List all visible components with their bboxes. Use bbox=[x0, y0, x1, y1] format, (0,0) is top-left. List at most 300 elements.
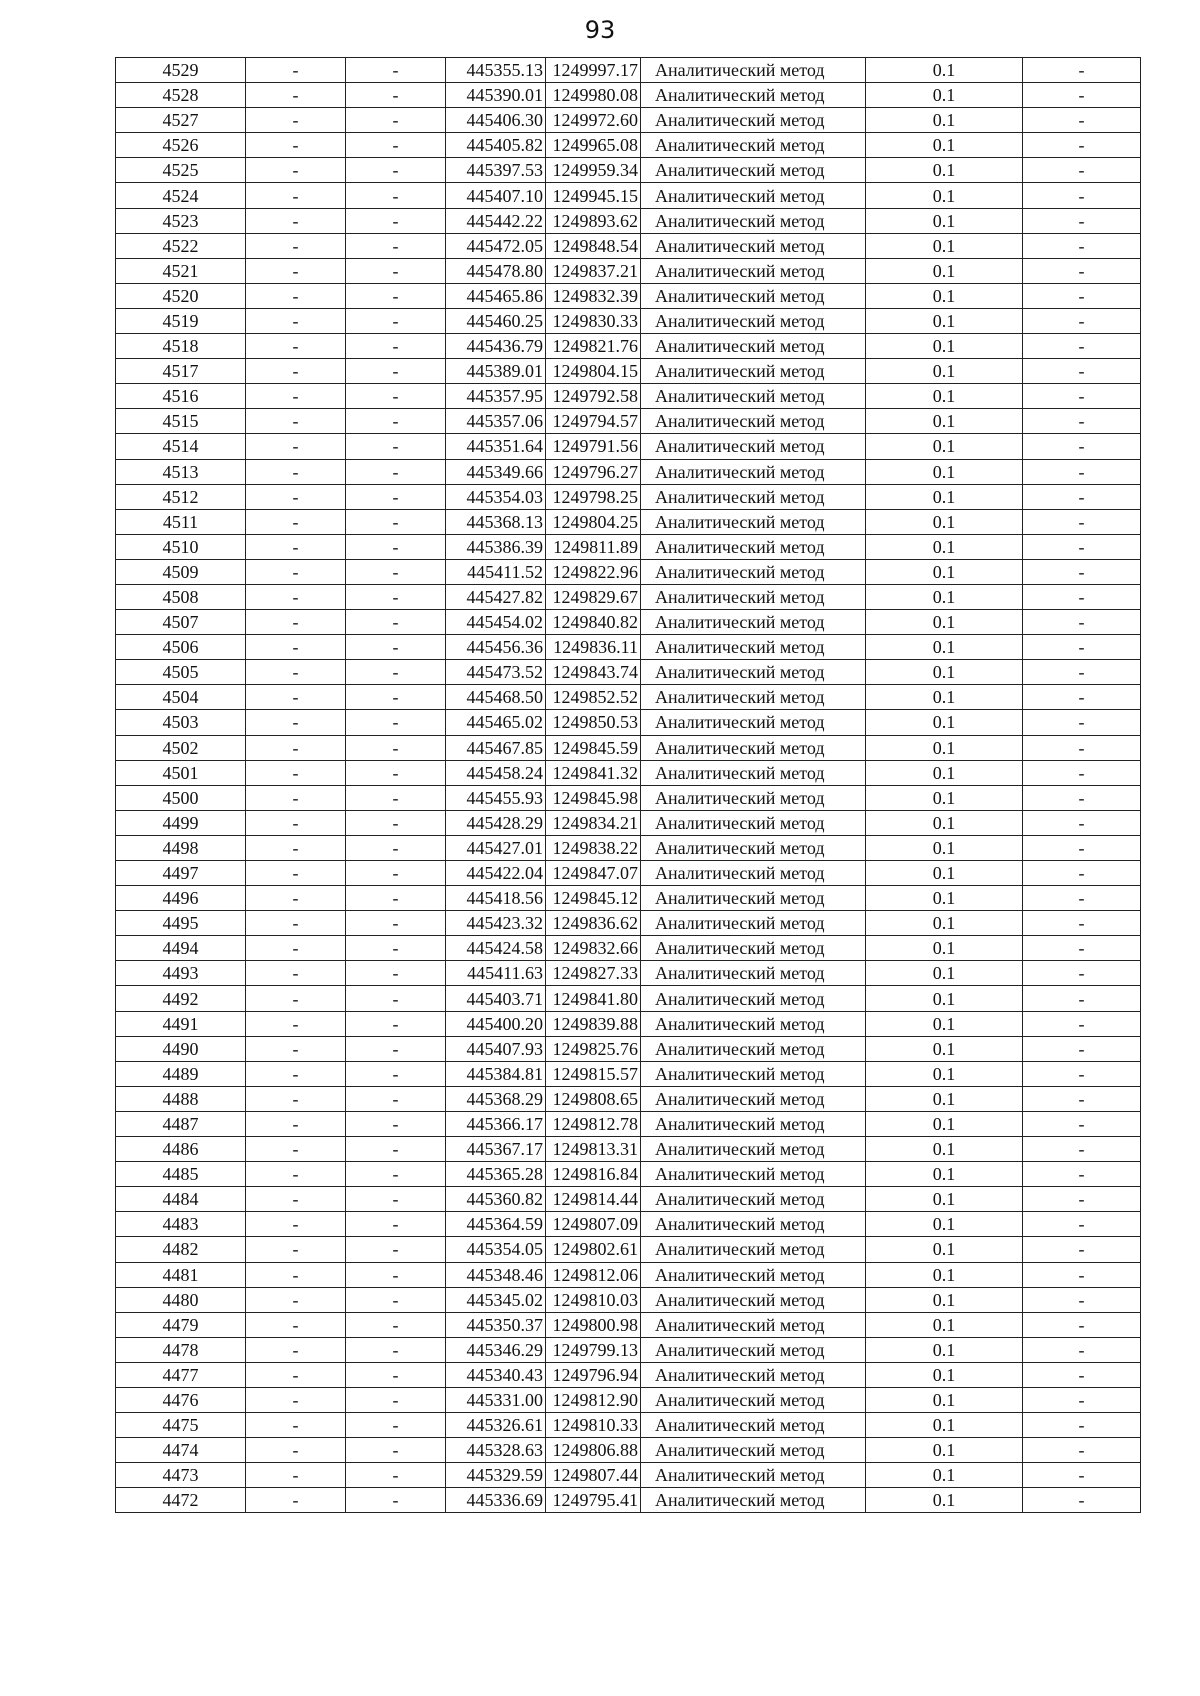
accuracy-cell: 0.1 bbox=[866, 233, 1023, 258]
table-row bbox=[116, 108, 1141, 133]
method-cell: Аналитический метод bbox=[641, 484, 866, 509]
x-coordinate-cell: 445442.22 bbox=[446, 208, 546, 233]
table-row bbox=[116, 760, 1141, 785]
y-coordinate-cell: 1249841.80 bbox=[546, 986, 641, 1011]
accuracy-cell: 0.1 bbox=[866, 1086, 1023, 1111]
point-number-cell: 4523 bbox=[116, 208, 246, 233]
accuracy-cell: 0.1 bbox=[866, 685, 1023, 710]
dash-cell: - bbox=[346, 1438, 446, 1463]
method-cell: Аналитический метод bbox=[641, 886, 866, 911]
method-cell: Аналитический метод bbox=[641, 911, 866, 936]
point-number-cell: 4481 bbox=[116, 1262, 246, 1287]
y-coordinate-cell: 1249836.62 bbox=[546, 911, 641, 936]
dash-cell: - bbox=[246, 584, 346, 609]
x-coordinate-cell: 445407.93 bbox=[446, 1036, 546, 1061]
accuracy-cell: 0.1 bbox=[866, 208, 1023, 233]
dash-cell: - bbox=[1023, 183, 1141, 208]
dash-cell: - bbox=[246, 835, 346, 860]
dash-cell: - bbox=[246, 334, 346, 359]
accuracy-cell: 0.1 bbox=[866, 58, 1023, 83]
dash-cell: - bbox=[346, 183, 446, 208]
dash-cell: - bbox=[346, 258, 446, 283]
method-cell: Аналитический метод bbox=[641, 760, 866, 785]
dash-cell: - bbox=[346, 283, 446, 308]
y-coordinate-cell: 1249893.62 bbox=[546, 208, 641, 233]
y-coordinate-cell: 1249839.88 bbox=[546, 1011, 641, 1036]
dash-cell: - bbox=[1023, 1162, 1141, 1187]
method-cell: Аналитический метод bbox=[641, 861, 866, 886]
point-number-cell: 4483 bbox=[116, 1212, 246, 1237]
accuracy-cell: 0.1 bbox=[866, 1111, 1023, 1136]
dash-cell: - bbox=[346, 1287, 446, 1312]
dash-cell: - bbox=[346, 1362, 446, 1387]
point-number-cell: 4515 bbox=[116, 409, 246, 434]
x-coordinate-cell: 445389.01 bbox=[446, 359, 546, 384]
method-cell: Аналитический метод bbox=[641, 1262, 866, 1287]
dash-cell: - bbox=[346, 1337, 446, 1362]
table-row bbox=[116, 1312, 1141, 1337]
page-number: 93 bbox=[584, 16, 616, 44]
y-coordinate-cell: 1249792.58 bbox=[546, 384, 641, 409]
point-number-cell: 4504 bbox=[116, 685, 246, 710]
dash-cell: - bbox=[346, 208, 446, 233]
dash-cell: - bbox=[246, 1237, 346, 1262]
accuracy-cell: 0.1 bbox=[866, 258, 1023, 283]
x-coordinate-cell: 445397.53 bbox=[446, 158, 546, 183]
method-cell: Аналитический метод bbox=[641, 233, 866, 258]
y-coordinate-cell: 1249810.03 bbox=[546, 1287, 641, 1312]
accuracy-cell: 0.1 bbox=[866, 1061, 1023, 1086]
dash-cell: - bbox=[346, 1137, 446, 1162]
dash-cell: - bbox=[1023, 785, 1141, 810]
point-number-cell: 4477 bbox=[116, 1362, 246, 1387]
dash-cell: - bbox=[246, 760, 346, 785]
dash-cell: - bbox=[346, 108, 446, 133]
table-row bbox=[116, 133, 1141, 158]
dash-cell: - bbox=[246, 58, 346, 83]
point-number-cell: 4513 bbox=[116, 459, 246, 484]
dash-cell: - bbox=[1023, 1488, 1141, 1513]
x-coordinate-cell: 445405.82 bbox=[446, 133, 546, 158]
x-coordinate-cell: 445354.05 bbox=[446, 1237, 546, 1262]
dash-cell: - bbox=[346, 158, 446, 183]
x-coordinate-cell: 445406.30 bbox=[446, 108, 546, 133]
dash-cell: - bbox=[246, 1463, 346, 1488]
method-cell: Аналитический метод bbox=[641, 208, 866, 233]
dash-cell: - bbox=[246, 1262, 346, 1287]
y-coordinate-cell: 1249845.12 bbox=[546, 886, 641, 911]
x-coordinate-cell: 445331.00 bbox=[446, 1387, 546, 1412]
table-row bbox=[116, 986, 1141, 1011]
point-number-cell: 4492 bbox=[116, 986, 246, 1011]
table-row bbox=[116, 434, 1141, 459]
table-row bbox=[116, 409, 1141, 434]
dash-cell: - bbox=[246, 1287, 346, 1312]
x-coordinate-cell: 445460.25 bbox=[446, 308, 546, 333]
method-cell: Аналитический метод bbox=[641, 1387, 866, 1412]
dash-cell: - bbox=[346, 785, 446, 810]
accuracy-cell: 0.1 bbox=[866, 735, 1023, 760]
dash-cell: - bbox=[246, 459, 346, 484]
x-coordinate-cell: 445407.10 bbox=[446, 183, 546, 208]
dash-cell: - bbox=[1023, 735, 1141, 760]
table-row bbox=[116, 936, 1141, 961]
table-row bbox=[116, 660, 1141, 685]
x-coordinate-cell: 445468.50 bbox=[446, 685, 546, 710]
method-cell: Аналитический метод bbox=[641, 133, 866, 158]
accuracy-cell: 0.1 bbox=[866, 308, 1023, 333]
point-number-cell: 4480 bbox=[116, 1287, 246, 1312]
method-cell: Аналитический метод bbox=[641, 158, 866, 183]
point-number-cell: 4520 bbox=[116, 283, 246, 308]
dash-cell: - bbox=[346, 760, 446, 785]
method-cell: Аналитический метод bbox=[641, 1287, 866, 1312]
dash-cell: - bbox=[346, 1036, 446, 1061]
accuracy-cell: 0.1 bbox=[866, 1212, 1023, 1237]
table-row bbox=[116, 1287, 1141, 1312]
table-row bbox=[116, 1137, 1141, 1162]
accuracy-cell: 0.1 bbox=[866, 961, 1023, 986]
dash-cell: - bbox=[246, 1488, 346, 1513]
table-row bbox=[116, 1036, 1141, 1061]
method-cell: Аналитический метод bbox=[641, 1212, 866, 1237]
method-cell: Аналитический метод bbox=[641, 183, 866, 208]
x-coordinate-cell: 445386.39 bbox=[446, 534, 546, 559]
y-coordinate-cell: 1249980.08 bbox=[546, 83, 641, 108]
y-coordinate-cell: 1249838.22 bbox=[546, 835, 641, 860]
y-coordinate-cell: 1249798.25 bbox=[546, 484, 641, 509]
dash-cell: - bbox=[346, 133, 446, 158]
method-cell: Аналитический метод bbox=[641, 710, 866, 735]
dash-cell: - bbox=[346, 1488, 446, 1513]
x-coordinate-cell: 445349.66 bbox=[446, 459, 546, 484]
table-row bbox=[116, 1162, 1141, 1187]
method-cell: Аналитический метод bbox=[641, 459, 866, 484]
accuracy-cell: 0.1 bbox=[866, 409, 1023, 434]
point-number-cell: 4501 bbox=[116, 760, 246, 785]
accuracy-cell: 0.1 bbox=[866, 334, 1023, 359]
table-row bbox=[116, 1488, 1141, 1513]
dash-cell: - bbox=[246, 986, 346, 1011]
x-coordinate-cell: 445357.95 bbox=[446, 384, 546, 409]
accuracy-cell: 0.1 bbox=[866, 1162, 1023, 1187]
dash-cell: - bbox=[346, 1086, 446, 1111]
y-coordinate-cell: 1249800.98 bbox=[546, 1312, 641, 1337]
dash-cell: - bbox=[1023, 459, 1141, 484]
method-cell: Аналитический метод bbox=[641, 559, 866, 584]
coordinates-table bbox=[115, 57, 1141, 1513]
dash-cell: - bbox=[1023, 1287, 1141, 1312]
x-coordinate-cell: 445411.52 bbox=[446, 559, 546, 584]
method-cell: Аналитический метод bbox=[641, 660, 866, 685]
method-cell: Аналитический метод bbox=[641, 1111, 866, 1136]
dash-cell: - bbox=[246, 785, 346, 810]
method-cell: Аналитический метод bbox=[641, 283, 866, 308]
dash-cell: - bbox=[246, 409, 346, 434]
accuracy-cell: 0.1 bbox=[866, 1463, 1023, 1488]
accuracy-cell: 0.1 bbox=[866, 886, 1023, 911]
accuracy-cell: 0.1 bbox=[866, 158, 1023, 183]
method-cell: Аналитический метод bbox=[641, 1438, 866, 1463]
dash-cell: - bbox=[1023, 1262, 1141, 1287]
table-row bbox=[116, 1463, 1141, 1488]
method-cell: Аналитический метод bbox=[641, 58, 866, 83]
method-cell: Аналитический метод bbox=[641, 635, 866, 660]
dash-cell: - bbox=[246, 1036, 346, 1061]
method-cell: Аналитический метод bbox=[641, 1036, 866, 1061]
dash-cell: - bbox=[246, 1061, 346, 1086]
dash-cell: - bbox=[246, 861, 346, 886]
point-number-cell: 4476 bbox=[116, 1387, 246, 1412]
dash-cell: - bbox=[246, 158, 346, 183]
dash-cell: - bbox=[1023, 835, 1141, 860]
accuracy-cell: 0.1 bbox=[866, 1187, 1023, 1212]
dash-cell: - bbox=[1023, 1111, 1141, 1136]
dash-cell: - bbox=[346, 685, 446, 710]
accuracy-cell: 0.1 bbox=[866, 359, 1023, 384]
point-number-cell: 4482 bbox=[116, 1237, 246, 1262]
x-coordinate-cell: 445422.04 bbox=[446, 861, 546, 886]
method-cell: Аналитический метод bbox=[641, 1362, 866, 1387]
x-coordinate-cell: 445354.03 bbox=[446, 484, 546, 509]
dash-cell: - bbox=[246, 685, 346, 710]
y-coordinate-cell: 1249796.27 bbox=[546, 459, 641, 484]
dash-cell: - bbox=[246, 936, 346, 961]
table-row bbox=[116, 610, 1141, 635]
dash-cell: - bbox=[346, 434, 446, 459]
table-row bbox=[116, 1011, 1141, 1036]
accuracy-cell: 0.1 bbox=[866, 760, 1023, 785]
point-number-cell: 4499 bbox=[116, 810, 246, 835]
dash-cell: - bbox=[246, 1387, 346, 1412]
dash-cell: - bbox=[1023, 1387, 1141, 1412]
dash-cell: - bbox=[346, 409, 446, 434]
method-cell: Аналитический метод bbox=[641, 83, 866, 108]
table-row bbox=[116, 911, 1141, 936]
accuracy-cell: 0.1 bbox=[866, 635, 1023, 660]
point-number-cell: 4488 bbox=[116, 1086, 246, 1111]
table-row bbox=[116, 710, 1141, 735]
dash-cell: - bbox=[346, 1111, 446, 1136]
x-coordinate-cell: 445458.24 bbox=[446, 760, 546, 785]
y-coordinate-cell: 1249837.21 bbox=[546, 258, 641, 283]
method-cell: Аналитический метод bbox=[641, 534, 866, 559]
dash-cell: - bbox=[346, 308, 446, 333]
x-coordinate-cell: 445428.29 bbox=[446, 810, 546, 835]
table-row bbox=[116, 58, 1141, 83]
table-row bbox=[116, 484, 1141, 509]
point-number-cell: 4519 bbox=[116, 308, 246, 333]
dash-cell: - bbox=[1023, 509, 1141, 534]
accuracy-cell: 0.1 bbox=[866, 1137, 1023, 1162]
method-cell: Аналитический метод bbox=[641, 359, 866, 384]
dash-cell: - bbox=[346, 534, 446, 559]
table-row bbox=[116, 308, 1141, 333]
y-coordinate-cell: 1249997.17 bbox=[546, 58, 641, 83]
point-number-cell: 4526 bbox=[116, 133, 246, 158]
y-coordinate-cell: 1249802.61 bbox=[546, 1237, 641, 1262]
accuracy-cell: 0.1 bbox=[866, 283, 1023, 308]
dash-cell: - bbox=[1023, 534, 1141, 559]
dash-cell: - bbox=[1023, 610, 1141, 635]
x-coordinate-cell: 445473.52 bbox=[446, 660, 546, 685]
point-number-cell: 4474 bbox=[116, 1438, 246, 1463]
dash-cell: - bbox=[346, 610, 446, 635]
dash-cell: - bbox=[246, 208, 346, 233]
method-cell: Аналитический метод bbox=[641, 685, 866, 710]
method-cell: Аналитический метод bbox=[641, 1061, 866, 1086]
point-number-cell: 4495 bbox=[116, 911, 246, 936]
x-coordinate-cell: 445346.29 bbox=[446, 1337, 546, 1362]
dash-cell: - bbox=[346, 886, 446, 911]
method-cell: Аналитический метод bbox=[641, 735, 866, 760]
y-coordinate-cell: 1249799.13 bbox=[546, 1337, 641, 1362]
dash-cell: - bbox=[1023, 208, 1141, 233]
method-cell: Аналитический метод bbox=[641, 334, 866, 359]
accuracy-cell: 0.1 bbox=[866, 434, 1023, 459]
point-number-cell: 4489 bbox=[116, 1061, 246, 1086]
table-row bbox=[116, 359, 1141, 384]
dash-cell: - bbox=[1023, 1036, 1141, 1061]
accuracy-cell: 0.1 bbox=[866, 1237, 1023, 1262]
accuracy-cell: 0.1 bbox=[866, 660, 1023, 685]
dash-cell: - bbox=[346, 1187, 446, 1212]
dash-cell: - bbox=[1023, 1137, 1141, 1162]
dash-cell: - bbox=[346, 911, 446, 936]
dash-cell: - bbox=[1023, 334, 1141, 359]
dash-cell: - bbox=[246, 559, 346, 584]
method-cell: Аналитический метод bbox=[641, 1011, 866, 1036]
dash-cell: - bbox=[246, 660, 346, 685]
point-number-cell: 4497 bbox=[116, 861, 246, 886]
table-row bbox=[116, 509, 1141, 534]
y-coordinate-cell: 1249811.89 bbox=[546, 534, 641, 559]
dash-cell: - bbox=[246, 1212, 346, 1237]
table-row bbox=[116, 258, 1141, 283]
table-row bbox=[116, 785, 1141, 810]
dash-cell: - bbox=[246, 509, 346, 534]
x-coordinate-cell: 445364.59 bbox=[446, 1212, 546, 1237]
table-row bbox=[116, 810, 1141, 835]
x-coordinate-cell: 445411.63 bbox=[446, 961, 546, 986]
accuracy-cell: 0.1 bbox=[866, 1488, 1023, 1513]
method-cell: Аналитический метод bbox=[641, 409, 866, 434]
table-row bbox=[116, 1086, 1141, 1111]
dash-cell: - bbox=[1023, 710, 1141, 735]
dash-cell: - bbox=[246, 635, 346, 660]
point-number-cell: 4487 bbox=[116, 1111, 246, 1136]
dash-cell: - bbox=[246, 1086, 346, 1111]
method-cell: Аналитический метод bbox=[641, 810, 866, 835]
point-number-cell: 4486 bbox=[116, 1137, 246, 1162]
dash-cell: - bbox=[1023, 58, 1141, 83]
accuracy-cell: 0.1 bbox=[866, 459, 1023, 484]
dash-cell: - bbox=[246, 610, 346, 635]
point-number-cell: 4508 bbox=[116, 584, 246, 609]
accuracy-cell: 0.1 bbox=[866, 1438, 1023, 1463]
dash-cell: - bbox=[1023, 1362, 1141, 1387]
method-cell: Аналитический метод bbox=[641, 308, 866, 333]
method-cell: Аналитический метод bbox=[641, 258, 866, 283]
y-coordinate-cell: 1249965.08 bbox=[546, 133, 641, 158]
point-number-cell: 4498 bbox=[116, 835, 246, 860]
table-row bbox=[116, 158, 1141, 183]
method-cell: Аналитический метод bbox=[641, 1488, 866, 1513]
point-number-cell: 4502 bbox=[116, 735, 246, 760]
accuracy-cell: 0.1 bbox=[866, 559, 1023, 584]
y-coordinate-cell: 1249843.74 bbox=[546, 660, 641, 685]
method-cell: Аналитический метод bbox=[641, 1237, 866, 1262]
x-coordinate-cell: 445423.32 bbox=[446, 911, 546, 936]
y-coordinate-cell: 1249821.76 bbox=[546, 334, 641, 359]
accuracy-cell: 0.1 bbox=[866, 835, 1023, 860]
method-cell: Аналитический метод bbox=[641, 1337, 866, 1362]
y-coordinate-cell: 1249847.07 bbox=[546, 861, 641, 886]
table-row bbox=[116, 1212, 1141, 1237]
method-cell: Аналитический метод bbox=[641, 384, 866, 409]
point-number-cell: 4529 bbox=[116, 58, 246, 83]
point-number-cell: 4512 bbox=[116, 484, 246, 509]
accuracy-cell: 0.1 bbox=[866, 610, 1023, 635]
dash-cell: - bbox=[1023, 158, 1141, 183]
dash-cell: - bbox=[1023, 1237, 1141, 1262]
y-coordinate-cell: 1249808.65 bbox=[546, 1086, 641, 1111]
y-coordinate-cell: 1249827.33 bbox=[546, 961, 641, 986]
point-number-cell: 4521 bbox=[116, 258, 246, 283]
method-cell: Аналитический метод bbox=[641, 986, 866, 1011]
table-row bbox=[116, 1262, 1141, 1287]
dash-cell: - bbox=[246, 283, 346, 308]
accuracy-cell: 0.1 bbox=[866, 1413, 1023, 1438]
table-body bbox=[116, 58, 1141, 1513]
x-coordinate-cell: 445366.17 bbox=[446, 1111, 546, 1136]
dash-cell: - bbox=[246, 484, 346, 509]
dash-cell: - bbox=[346, 936, 446, 961]
dash-cell: - bbox=[346, 1312, 446, 1337]
dash-cell: - bbox=[1023, 409, 1141, 434]
dash-cell: - bbox=[1023, 308, 1141, 333]
table-row bbox=[116, 1061, 1141, 1086]
accuracy-cell: 0.1 bbox=[866, 384, 1023, 409]
dash-cell: - bbox=[1023, 635, 1141, 660]
point-number-cell: 4491 bbox=[116, 1011, 246, 1036]
dash-cell: - bbox=[246, 1337, 346, 1362]
dash-cell: - bbox=[246, 911, 346, 936]
dash-cell: - bbox=[346, 1212, 446, 1237]
y-coordinate-cell: 1249812.90 bbox=[546, 1387, 641, 1412]
method-cell: Аналитический метод bbox=[641, 936, 866, 961]
y-coordinate-cell: 1249822.96 bbox=[546, 559, 641, 584]
point-number-cell: 4475 bbox=[116, 1413, 246, 1438]
accuracy-cell: 0.1 bbox=[866, 785, 1023, 810]
table-row bbox=[116, 559, 1141, 584]
dash-cell: - bbox=[1023, 258, 1141, 283]
point-number-cell: 4518 bbox=[116, 334, 246, 359]
dash-cell: - bbox=[346, 459, 446, 484]
x-coordinate-cell: 445384.81 bbox=[446, 1061, 546, 1086]
y-coordinate-cell: 1249945.15 bbox=[546, 183, 641, 208]
table-row bbox=[116, 861, 1141, 886]
y-coordinate-cell: 1249795.41 bbox=[546, 1488, 641, 1513]
dash-cell: - bbox=[1023, 760, 1141, 785]
accuracy-cell: 0.1 bbox=[866, 710, 1023, 735]
dash-cell: - bbox=[246, 233, 346, 258]
y-coordinate-cell: 1249832.66 bbox=[546, 936, 641, 961]
dash-cell: - bbox=[1023, 685, 1141, 710]
table-row bbox=[116, 1387, 1141, 1412]
point-number-cell: 4506 bbox=[116, 635, 246, 660]
table-row bbox=[116, 183, 1141, 208]
